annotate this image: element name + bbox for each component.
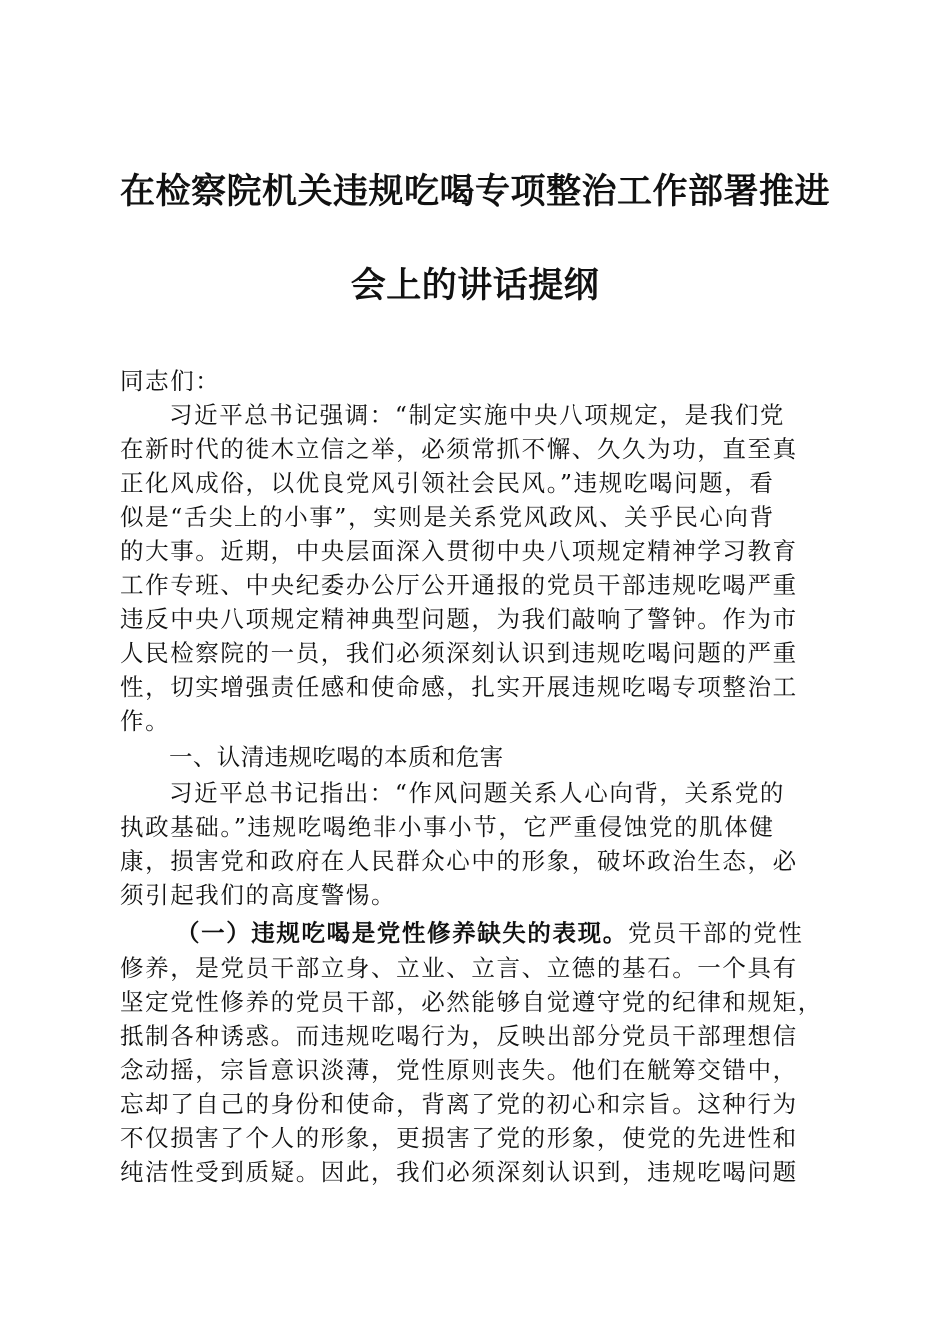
subsection-1-label: （一）违规吃喝是党性修养缺失的表现。 [176,919,628,947]
paragraph-3-line: 坚定党性修养的党员干部，必然能够自觉遵守党的纪律和规矩， [120,988,823,1016]
salutation: 同志们： [120,367,221,395]
paragraph-3-line: 抵制各种诱惑。而违规吃喝行为，反映出部分党员干部理想信 [120,1022,798,1050]
paragraph-1-line: 的大事。近期，中央层面深入贯彻中央八项规定精神学习教育 [120,537,798,565]
subsection-1-first-line [176,918,804,948]
paragraph-3-line: 修养，是党员干部立身、立业、立言、立德的基石。一个具有 [120,954,798,982]
paragraph-2-line: 习近平总书记指出：“作风问题关系人心向背，关系党的 [169,779,786,807]
section-heading-1: 一、认清违规吃喝的本质和危害 [169,743,504,771]
paragraph-3-line: 纯洁性受到质疑。因此，我们必须深刻认识到，违规吃喝问题 [120,1158,798,1186]
paragraph-2-line: 执政基础。”违规吃喝绝非小事小节，它严重侵蚀党的肌体健 [120,813,775,841]
document-title-line-1: 在检察院机关违规吃喝专项整治工作部署推进 [119,172,830,212]
paragraph-1-line: 似是“舌尖上的小事”，实则是关系党风政风、关乎民心向背 [120,503,775,531]
paragraph-1-line: 正化风成俗，以优良党风引领社会民风。”违规吃喝问题，看 [120,469,775,497]
paragraph-1-line: 人民检察院的一员，我们必须深刻认识到违规吃喝问题的严重 [120,639,798,667]
paragraph-3-line: 念动摇，宗旨意识淡薄，党性原则丧失。他们在觥筹交错中， [120,1056,798,1084]
document-title-line-2: 会上的讲话提纲 [350,266,600,306]
paragraph-1-line: 习近平总书记强调：“制定实施中央八项规定，是我们党 [169,401,786,429]
paragraph-2-line: 康，损害党和政府在人民群众心中的形象，破坏政治生态，必 [120,847,798,875]
paragraph-1-line: 性，切实增强责任感和使命感，扎实开展违规吃喝专项整治工 [120,673,798,701]
paragraph-2-line: 须引起我们的高度警惕。 [120,881,397,909]
paragraph-1-line: 在新时代的徙木立信之举，必须常抓不懈、久久为功，直至真 [120,435,798,463]
paragraph-1-line: 作。 [120,707,171,735]
subsection-1-first-text: 党员干部的党性 [627,919,804,947]
paragraph-1-line: 工作专班、中央纪委办公厅公开通报的党员干部违规吃喝严重 [120,571,798,599]
paragraph-3-line: 不仅损害了个人的形象，更损害了党的形象，使党的先进性和 [120,1124,798,1152]
paragraph-3-line: 忘却了自己的身份和使命，背离了党的初心和宗旨。这种行为 [120,1090,798,1118]
paragraph-1-line: 违反中央八项规定精神典型问题，为我们敲响了警钟。作为市 [120,605,798,633]
